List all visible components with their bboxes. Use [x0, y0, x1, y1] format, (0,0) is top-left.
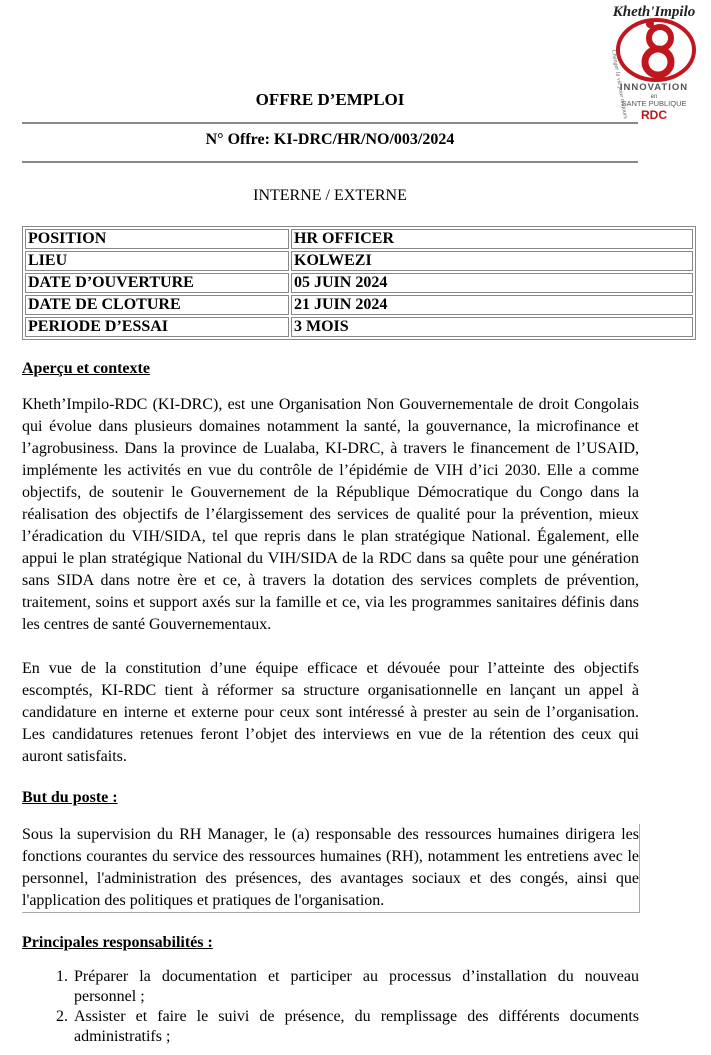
offer-type: INTERNE / EXTERNE: [253, 187, 407, 204]
offer-number: N° Offre: KI-DRC/HR/NO/003/2024: [205, 131, 455, 148]
info-label: DATE DE CLOTURE: [25, 295, 289, 315]
logo-country: RDC: [641, 108, 667, 122]
info-label: LIEU: [25, 251, 289, 271]
info-value: 3 MOIS: [291, 317, 693, 337]
logo-en: en: [650, 94, 658, 100]
apercu-heading: Aperçu et contexte: [22, 360, 150, 377]
page-title: OFFRE D’EMPLOI: [255, 90, 405, 109]
info-label: PERIODE D’ESSAI: [25, 317, 289, 337]
responsibilities-list: [22, 967, 639, 1047]
responsibilities-heading: Principales responsabilités :: [22, 934, 213, 951]
info-label: DATE D’OUVERTURE: [25, 273, 289, 293]
list-item: 1. Préparer la documentation et participer au processus d’installation du nouveau personnel ;: [72, 967, 639, 1007]
table-row: [25, 229, 693, 249]
but-heading: But du poste :: [22, 789, 118, 806]
logo-innovation: INNOVATION: [619, 82, 689, 93]
info-value: KOLWEZI: [291, 251, 693, 271]
table-row: [25, 251, 693, 271]
logo-sante: SANTE PUBLIQUE: [621, 99, 687, 108]
apercu-paragraph-2: En vue de la constitution d’une équipe efficace et dévouée pour l’atteinte des objectifs escomptés, KI-RDC tient à réformer sa structure organisationnelle en lançant un appel à candidature en interne et externe pour ceux sont intéressé à prester au sein de l’organisation. Les candidatures retenues feront l’objet des interviews en vue de la rétention des ceux qui auront satisfaits.: [22, 660, 639, 765]
info-value: HR OFFICER: [291, 229, 693, 249]
job-info-table: [22, 226, 696, 340]
info-value: 21 JUIN 2024: [291, 295, 693, 315]
but-paragraph: Sous la supervision du RH Manager, le (a) responsable des ressources humaines dirigera les fonctions courantes du service des ressources humaines (RH), notamment les entretiens avec le personnel, l'administration des présences, des avantages sociaux et des congés, ainsi que l'application des politiques et pratiques de l'organisation.: [22, 824, 640, 913]
apercu-paragraph-1: Kheth’Impilo-RDC (KI-DRC), est une Organisation Non Gouvernementale de droit Congolais qui évolue dans plusieurs domaines notamment la santé, la gouvernance, la microfinance et l’agrobusiness. Dans la province de Lualaba, KI-DRC, à travers le financement de l’USAID, implémente les activités en vue du contrôle de l’épidémie de VIH d’ici 2030. Elle a comme objectifs, de soutenir le Gouvernement de la République Démocratique du Congo dans la réalisation des objectifs de l’élargissement des services de qualité pour la prévention, mieux l’éradication du VIH/SIDA, tel que repris dans le plan stratégique National. Également, elle appui le plan stratégique National du VIH/SIDA de la RDC dans sa quête pour une génération sans SIDA dans notre ère et ce, à travers la dotation des services complets de prévention, traitement, soins et support axés sur la famille et ce, via les programmes sanitaires définis dans les centres de santé Gouvernementaux.: [22, 396, 639, 633]
table-row: [25, 317, 693, 337]
logo-name: Kheth'Impilo: [612, 4, 696, 20]
title-divider: [22, 122, 638, 124]
info-label: POSITION: [25, 229, 289, 249]
offer-divider: [22, 161, 638, 163]
table-row: [25, 273, 693, 293]
info-value: 05 JUIN 2024: [291, 273, 693, 293]
list-item: 2. Assister et faire le suivi de présence, du remplissage des différents documents administratifs ;: [72, 1007, 639, 1047]
table-row: [25, 295, 693, 315]
logo-tagline: Changer la vie pour toujours: [610, 49, 629, 120]
